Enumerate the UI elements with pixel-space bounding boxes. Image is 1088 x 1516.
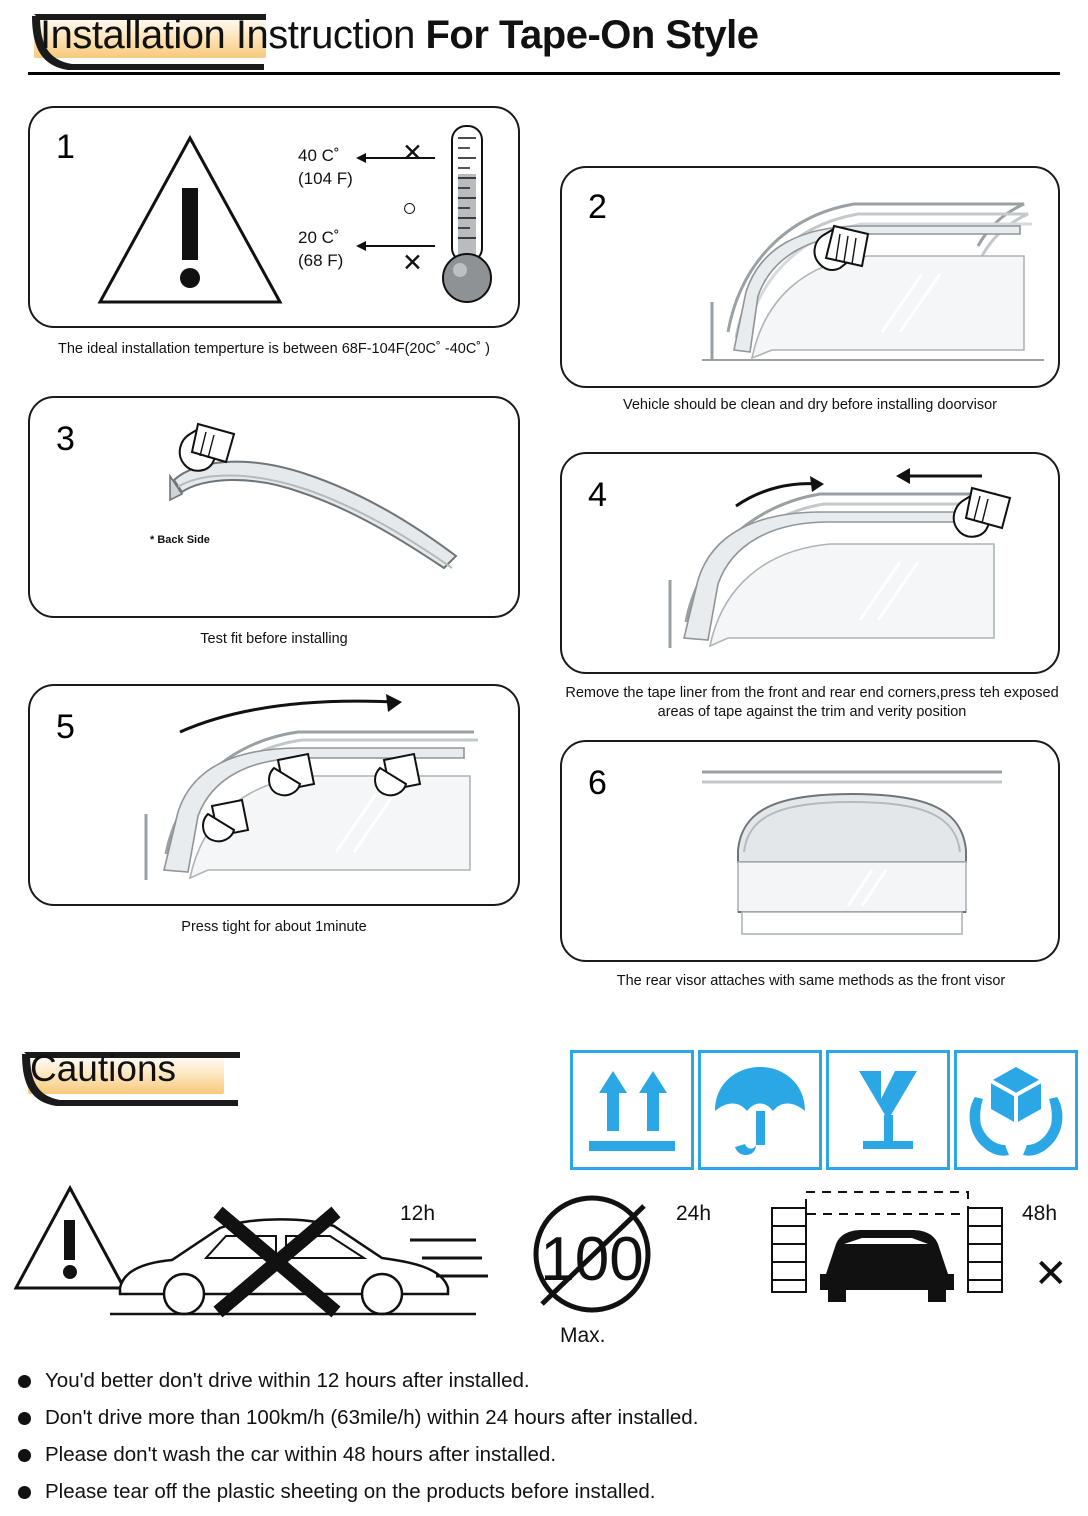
back-side-label: * Back Side [150,534,210,546]
press-visor-illustration [126,690,516,900]
step-panel-6 [560,740,1060,962]
list-item [18,1442,1068,1468]
bullet-dot-icon [18,1486,31,1499]
no-car-wash-illustration [762,1186,1012,1320]
thermometer-icon [436,122,508,312]
step-panel-4 [560,452,1060,674]
step-caption-6: The rear visor attaches with same methods as the front visor [616,973,1006,989]
mark-x-bottom: ✕ [402,249,423,277]
bullet-text: You'd better don't drive within 12 hours after installed. [45,1369,530,1392]
bullet-text: Please don't wash the car within 48 hours after installed. [45,1443,557,1466]
temp-high-celsius: 40 C˚ [298,146,340,165]
page-title [40,10,759,60]
list-item [18,1479,1068,1505]
step-caption-2: Vehicle should be clean and dry before installing doorvisor [622,397,997,413]
step-caption-1: The ideal installation temperture is between 68F-104F(20C˚ -40C˚ ) [58,341,490,357]
label-12h: 12h [400,1202,436,1225]
rear-visor-illustration [672,758,1022,948]
step-caption-5: Press tight for about 1minute [181,919,367,935]
page-header [28,8,1058,74]
step-number-2: 2 [588,188,607,226]
cautions-title: Cautions [30,1048,177,1089]
warning-triangle-icon [90,126,290,316]
step-panel-1 [28,106,520,328]
step-number-4: 4 [588,476,607,514]
label-24h: 24h [676,1202,712,1225]
temp-high-fahrenheit: (104 F) [298,169,353,188]
temp-low-fahrenheit: (68 F) [298,251,344,270]
no-driving-12h-illustration [110,1196,500,1320]
page-title-part2: For Tape-On Style [425,13,759,57]
bullet-text: Don't drive more than 100km/h (63mile/h) within 24 hours after installed. [45,1406,699,1429]
step-panel-3 [28,396,520,618]
visor-test-fit-illustration [126,416,506,596]
bullet-text: Please tear off the plastic sheeting on the products before installed. [45,1480,656,1503]
bullet-dot-icon [18,1412,31,1425]
step-caption-4: Remove the tape liner from the front and rear end corners,press teh exposed areas of tape against the trim and verity position [565,685,1059,720]
temperature-arrows [330,136,440,296]
step-panel-5 [28,684,520,906]
speed-limit-value: 100 [540,1225,644,1294]
this-way-up-icon [570,1050,694,1170]
page-title-part1: Installation Instruction [40,13,426,57]
cautions-header [10,1048,270,1110]
handle-with-care-icon [954,1050,1078,1170]
no-wash-cross-mark: ✕ [1034,1252,1068,1296]
speed-max-label: Max. [560,1324,606,1347]
car-window-cleaning-illustration [672,182,1052,376]
step-panel-2 [560,166,1060,388]
bullet-dot-icon [18,1375,31,1388]
fragile-glass-icon [826,1050,950,1170]
step-number-5: 5 [56,708,75,746]
list-item [18,1405,1068,1431]
bullet-dot-icon [18,1449,31,1462]
step-caption-3: Test fit before installing [200,631,348,647]
list-item [18,1368,1068,1394]
temp-low-celsius: 20 C˚ [298,228,340,247]
step-number-1: 1 [56,128,75,166]
speed-limit-100-icon [518,1192,678,1318]
label-48h: 48h [1022,1202,1058,1225]
header-divider [28,72,1060,75]
step-number-6: 6 [588,764,607,802]
tape-liner-removal-illustration [652,462,1052,666]
mark-x-top: ✕ [402,139,423,167]
mark-o-middle: ○ [402,194,418,222]
step-number-3: 3 [56,420,75,458]
keep-dry-umbrella-icon [698,1050,822,1170]
cautions-bullet-list [18,1368,1068,1516]
